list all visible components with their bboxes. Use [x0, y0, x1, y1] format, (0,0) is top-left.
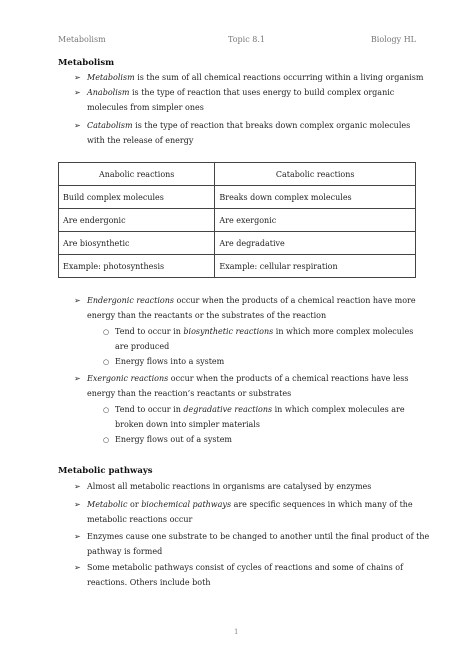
bullet-cycles-chains-line2: reactions. Others include both [87, 578, 211, 587]
section-heading-metabolic-pathways: Metabolic pathways [58, 466, 153, 476]
bullet-arrow-icon: ➢ [74, 563, 81, 572]
bullet-pathways-definition-line2: metabolic reactions occur [87, 515, 193, 524]
table-cell: Example: cellular respiration [215, 255, 416, 278]
sub-bullet-circle-icon: ○ [103, 436, 110, 444]
bullet-arrow-icon: ➢ [74, 88, 81, 97]
bullet-arrow-icon: ➢ [74, 482, 81, 491]
sub-bullet-degradative-line2: broken down into simpler materials [115, 420, 260, 429]
sub-bullet-energy-in: Energy flows into a system [115, 357, 225, 366]
bullet-endergonic: Endergonic reactions occur when the products of a chemical reaction have more [87, 296, 416, 305]
bullet-exergonic: Exergonic reactions occur when the products of a chemical reactions have less [87, 374, 409, 383]
table-cell: Breaks down complex molecules [215, 186, 416, 209]
table-row [59, 209, 416, 232]
bullet-arrow-icon: ➢ [74, 296, 81, 305]
table-cell: Example: photosynthesis [59, 255, 215, 278]
sub-bullet-circle-icon: ○ [103, 328, 110, 336]
bullet-substrate-change: Enzymes cause one substrate to be changed to another until the final product of the [87, 532, 430, 541]
bullet-arrow-icon: ➢ [74, 532, 81, 541]
table-row [59, 232, 416, 255]
header-left: Metabolism [58, 35, 106, 44]
table-row [59, 186, 416, 209]
sub-bullet-energy-out: Energy flows out of a system [115, 435, 233, 444]
header-right: Biology HL [370, 35, 416, 44]
bullet-substrate-change-line2: pathway is formed [87, 547, 163, 556]
bullet-arrow-icon: ➢ [74, 500, 81, 509]
table-header-row [59, 163, 416, 186]
bullet-arrow-icon: ➢ [74, 121, 81, 130]
table-cell: Build complex molecules [59, 186, 215, 209]
bullet-arrow-icon: ➢ [74, 73, 81, 82]
table-cell: Are degradative [215, 232, 416, 255]
table-cell: Are endergonic [59, 209, 215, 232]
bullet-exergonic-line2: energy than the reaction’s reactants or substrates [87, 389, 292, 398]
bullet-enzymes-catalyse: Almost all metabolic reactions in organisms are catalysed by enzymes [87, 482, 372, 491]
bullet-pathways-definition: Metabolic or biochemical pathways are specific sequences in which many of the [87, 500, 413, 509]
sub-bullet-degradative: Tend to occur in degradative reactions in which complex molecules are [115, 405, 405, 414]
bullet-cycles-chains: Some metabolic pathways consist of cycles of reactions and some of chains of [87, 563, 404, 572]
table-cell: Are biosynthetic [59, 232, 215, 255]
header-center: Topic 8.1 [228, 35, 265, 44]
table-cell: Are exergonic [215, 209, 416, 232]
section-heading-metabolism: Metabolism [58, 58, 115, 68]
page-number: 1 [234, 628, 239, 636]
table-row [59, 255, 416, 278]
bullet-metabolism: Metabolism is the sum of all chemical reactions occurring within a living organism [87, 73, 424, 82]
bullet-arrow-icon: ➢ [74, 374, 81, 383]
bullet-anabolism: Anabolism is the type of reaction that uses energy to build complex organic [87, 88, 395, 97]
table-header-catabolic: Catabolic reactions [215, 163, 416, 186]
bullet-catabolism-line2: with the release of energy [87, 136, 194, 145]
bullet-endergonic-line2: energy than the reactants or the substrates of the reaction [87, 311, 327, 320]
reactions-table [58, 162, 416, 278]
sub-bullet-circle-icon: ○ [103, 358, 110, 366]
bullet-catabolism: Catabolism is the type of reaction that breaks down complex organic molecules [87, 121, 411, 130]
sub-bullet-biosynthetic: Tend to occur in biosynthetic reactions in which more complex molecules [115, 327, 414, 336]
sub-bullet-circle-icon: ○ [103, 406, 110, 414]
sub-bullet-biosynthetic-line2: are produced [115, 342, 170, 351]
bullet-anabolism-line2: molecules from simpler ones [87, 103, 204, 112]
table-header-anabolic: Anabolic reactions [59, 163, 215, 186]
